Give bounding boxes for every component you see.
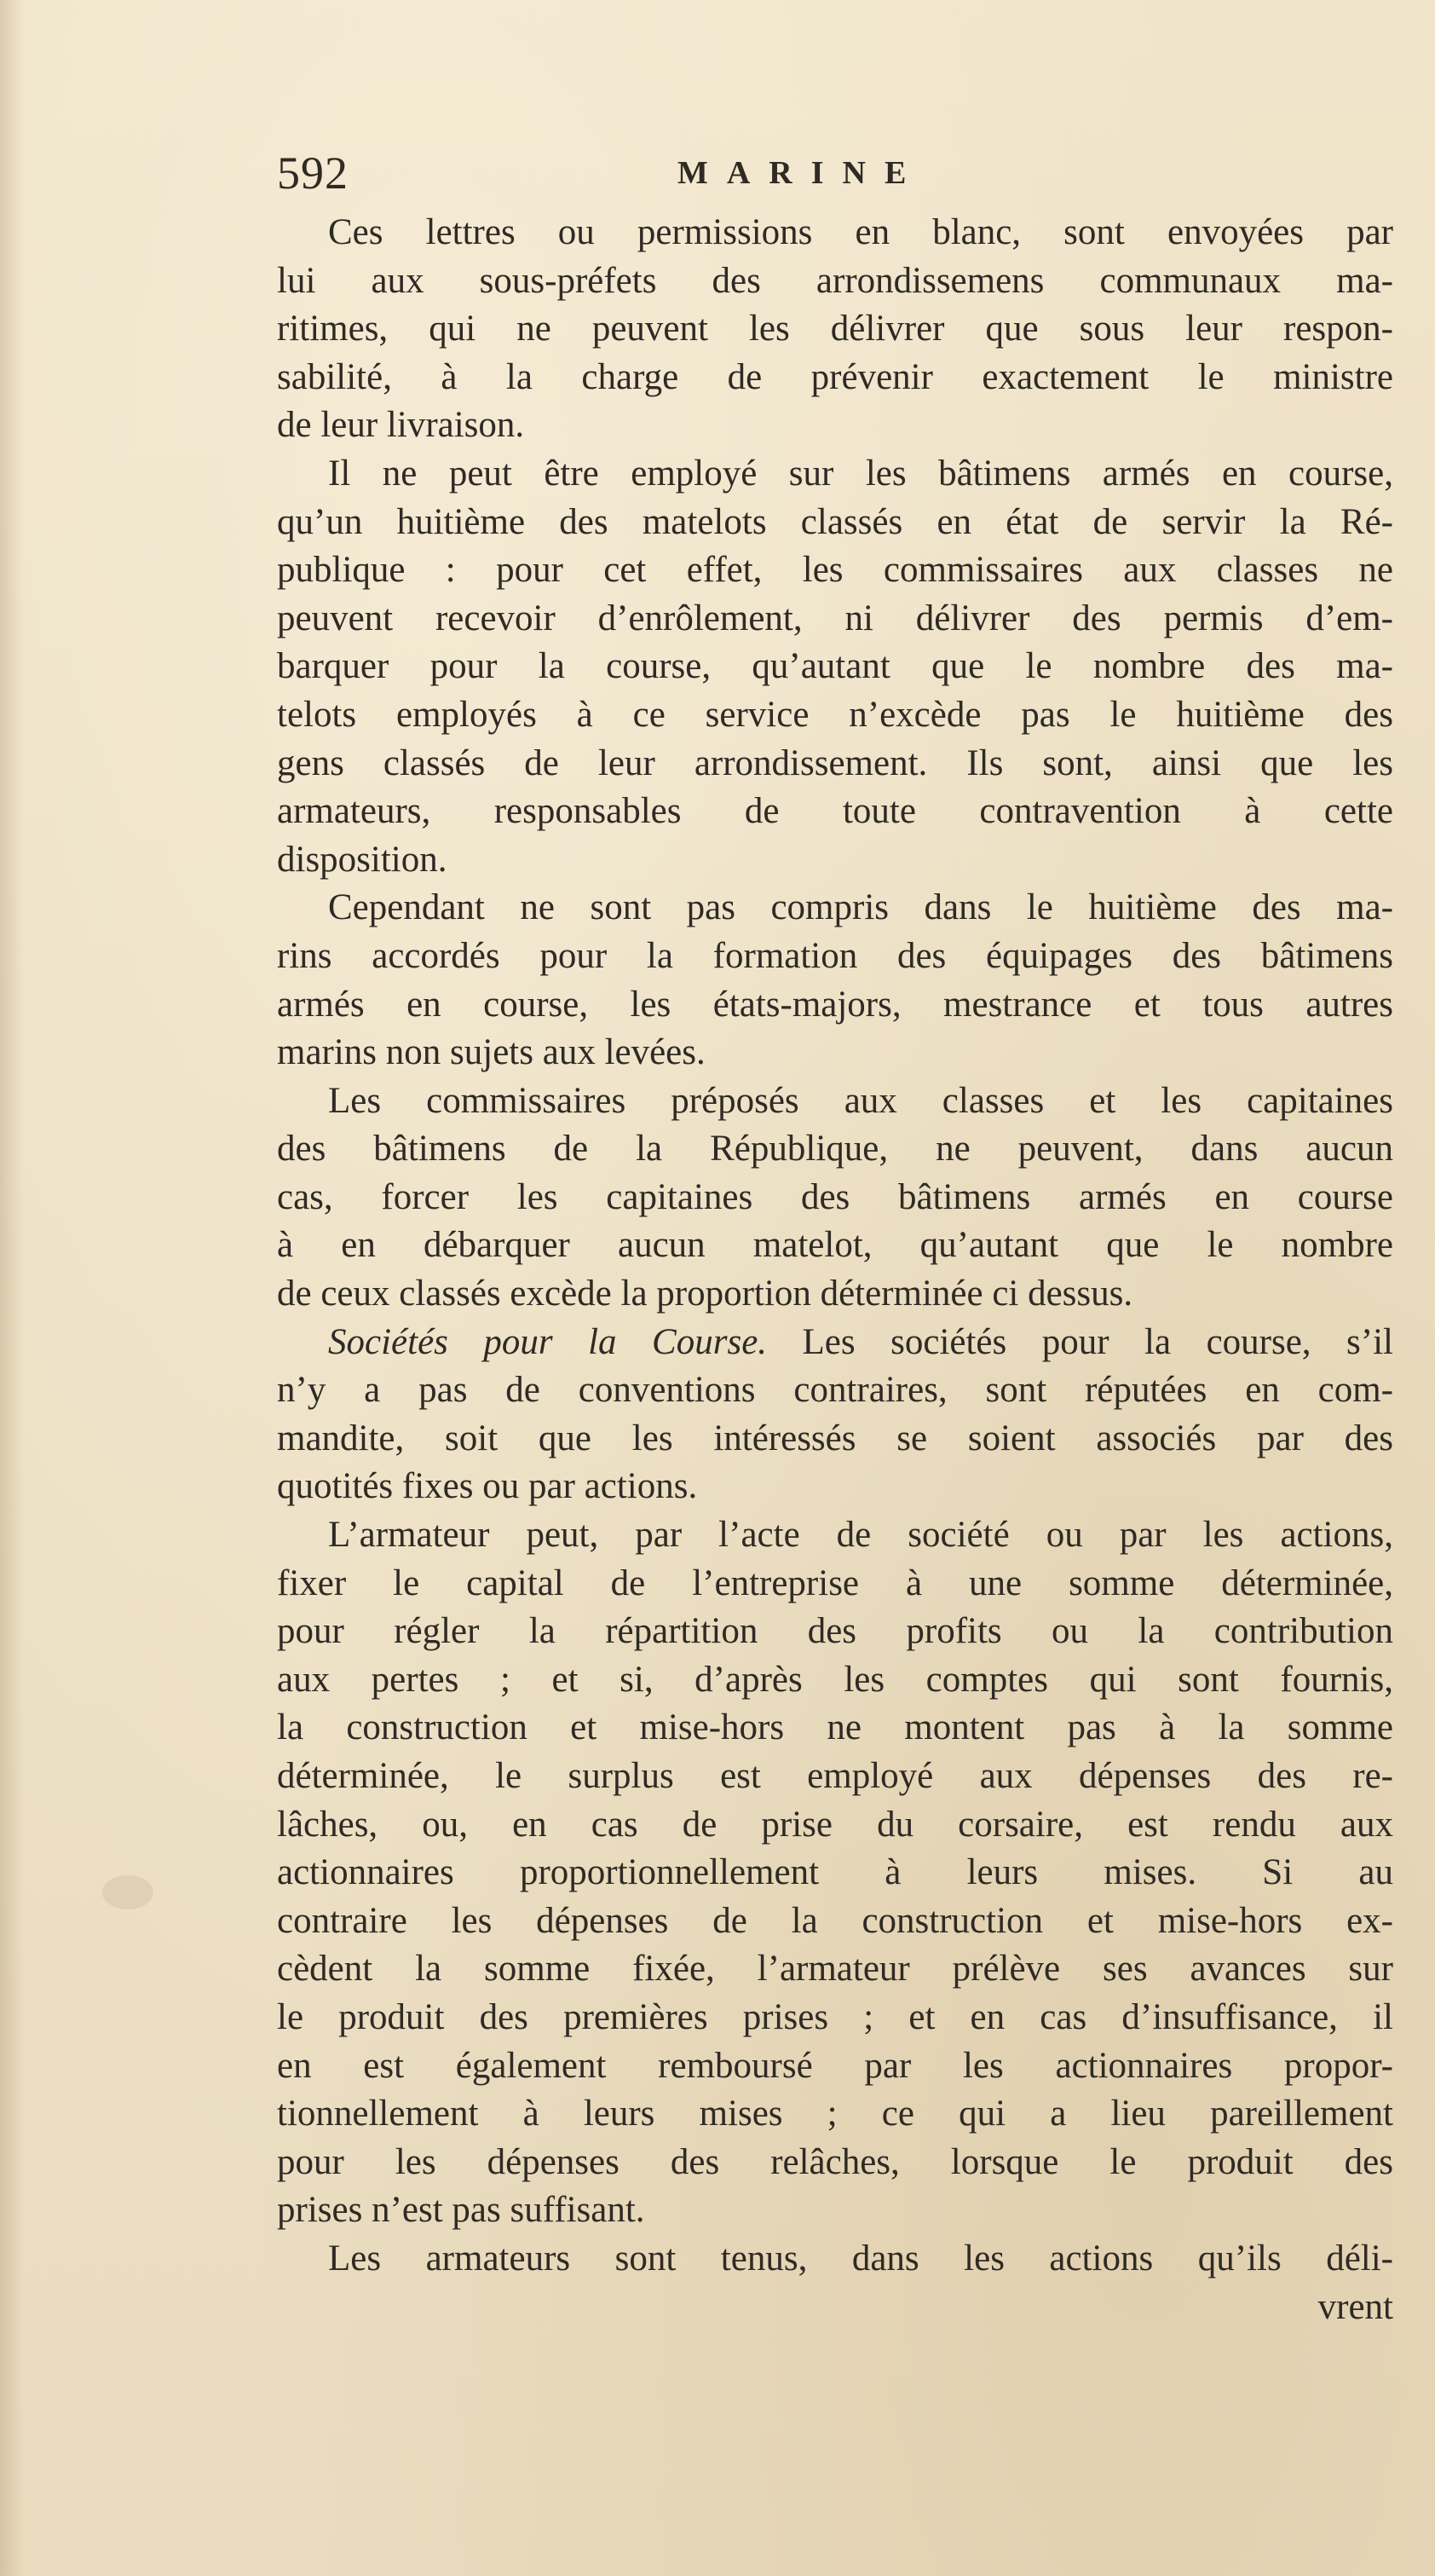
line-text: actionnaires proportionnellement à leurs mises. Si au (277, 1852, 1393, 1893)
line-text: mandite, soit que les intéressés se soient associés par des (277, 1418, 1393, 1458)
line-text: pour régler la répartition des profits ou la contribution (277, 1611, 1393, 1652)
text-line (277, 1319, 1393, 1367)
line-text: Les sociétés pour la course, s’il (767, 1321, 1393, 1362)
text-line (277, 981, 1393, 1030)
text-line (277, 209, 1393, 257)
line-text: la construction et mise-hors ne montent pas à la somme (277, 1707, 1393, 1748)
text-line (277, 2139, 1393, 2187)
text-line (277, 257, 1393, 306)
line-text: cèdent la somme fixée, l’armateur prélève ses avances sur (277, 1949, 1393, 1990)
text-line (277, 1945, 1393, 1994)
line-text: Les armateurs sont tenus, dans les actions qu’ils déli- (328, 2238, 1393, 2279)
text-line (277, 1753, 1393, 1801)
text-line (277, 1366, 1393, 1415)
line-text: lâches, ou, en cas de prise du corsaire, est rendu aux (277, 1804, 1393, 1845)
text-line (277, 546, 1393, 595)
text-line (277, 2090, 1393, 2139)
line-text: prises n’est pas suffisant. (277, 2190, 645, 2231)
line-text: des bâtimens de la République, ne peuvent, dans aucun (277, 1129, 1393, 1170)
text-line (277, 1415, 1393, 1464)
line-text: barquer pour la course, qu’autant que le nombre des ma- (277, 646, 1393, 687)
section-heading: Sociétés pour la Course. (328, 1321, 768, 1362)
line-text: disposition. (277, 839, 447, 880)
line-text: à en débarquer aucun matelot, qu’autant que le nombre (277, 1225, 1393, 1266)
line-text: de ceux classés excède la proportion déterminée ci dessus. (277, 1274, 1133, 1314)
line-text: le produit des premières prises ; et en cas d’insuffisance, il (277, 1996, 1393, 2037)
text-line (277, 450, 1393, 499)
text-line (277, 740, 1393, 788)
catchword: vrent (1317, 2286, 1393, 2327)
text-line (277, 1994, 1393, 2042)
line-text: quotités fixes ou par actions. (277, 1466, 698, 1507)
text-line (277, 305, 1393, 354)
line-text: aux pertes ; et si, d’après les comptes qui sont fournis, (277, 1659, 1393, 1700)
line-text: peuvent recevoir d’enrôlement, ni délivrer des permis d’em- (277, 598, 1393, 638)
line-text: cas, forcer les capitaines des bâtimens armés en course (277, 1176, 1393, 1217)
line-text: gens classés de leur arrondissement. Ils sont, ainsi que les (277, 742, 1393, 783)
page-header (277, 143, 1393, 203)
text-line (277, 1897, 1393, 1946)
running-head: MARINE (677, 155, 925, 191)
line-text: rins accordés pour la formation des équipages des bâtimens (277, 935, 1393, 976)
text-line (277, 1077, 1393, 1126)
text-line (277, 1511, 1393, 1560)
text-line (277, 2235, 1393, 2284)
line-text: Ces lettres ou permissions en blanc, sont envoyées par (328, 212, 1393, 252)
line-text: de leur livraison. (277, 405, 525, 446)
line-text: déterminée, le surplus est employé aux dépenses des re- (277, 1756, 1393, 1796)
text-line (277, 691, 1393, 740)
text-line (277, 1704, 1393, 1753)
line-text: tionnellement à leurs mises ; ce qui a lieu pareillement (277, 2094, 1393, 2134)
line-text: marins non sujets aux levées. (277, 1032, 706, 1073)
line-text: publique : pour cet effet, les commissaires aux classes ne (277, 550, 1393, 591)
line-text: pour les dépenses des relâches, lorsque le produit des (277, 2141, 1393, 2182)
line-text: fixer le capital de l’entreprise à une somme déterminée, (277, 1562, 1393, 1603)
line-text: Les commissaires préposés aux classes et les capitaines (328, 1080, 1393, 1121)
line-text: ritimes, qui ne peuvent les délivrer que sous leur respon- (277, 309, 1393, 349)
text-line (277, 1222, 1393, 1270)
page-edge-shadow (0, 0, 24, 2576)
text-line (277, 1608, 1393, 1656)
paper-stain (102, 1875, 153, 1909)
text-line (277, 1849, 1393, 1897)
text-line (277, 1463, 1393, 1511)
line-text: armateurs, responsables de toute contravention à cette (277, 791, 1393, 832)
text-line (277, 1270, 1393, 1319)
page-number: 592 (277, 147, 349, 199)
text-line (277, 499, 1393, 547)
text-line (277, 1125, 1393, 1174)
text-line (277, 2042, 1393, 2091)
text-line (277, 354, 1393, 402)
text-line (277, 788, 1393, 836)
line-text: sabilité, à la charge de prévenir exactement le ministre (277, 356, 1393, 397)
text-line (277, 1174, 1393, 1222)
line-text: contraire les dépenses de la construction et mise-hors ex- (277, 1900, 1393, 1941)
text-line (277, 933, 1393, 981)
line-text: telots employés à ce service n’excède pas le huitième des (277, 694, 1393, 735)
text-line (277, 1560, 1393, 1609)
text-line (277, 836, 1393, 885)
text-line (277, 884, 1393, 933)
line-text: armés en course, les états-majors, mestrance et tous autres (277, 984, 1393, 1025)
text-line (277, 643, 1393, 691)
line-text: Il ne peut être employé sur les bâtimens armés en course, (328, 453, 1393, 494)
body-text (277, 209, 1393, 2331)
line-text: Cependant ne sont pas compris dans le huitième des ma- (328, 887, 1393, 928)
line-text: L’armateur peut, par l’acte de société ou par les actions, (328, 1515, 1393, 1556)
line-text: n’y a pas de conventions contraires, sont réputées en com- (277, 1370, 1393, 1411)
text-line (277, 1029, 1393, 1077)
line-text: en est également remboursé par les actionnaires propor- (277, 2045, 1393, 2086)
text-line (277, 2186, 1393, 2235)
line-text: qu’un huitième des matelots classés en état de servir la Ré- (277, 501, 1393, 542)
text-line (277, 401, 1393, 450)
line-text: lui aux sous-préfets des arrondissemens communaux ma- (277, 260, 1393, 301)
text-line (277, 595, 1393, 644)
text-line (277, 1656, 1393, 1705)
text-line (277, 1801, 1393, 1850)
